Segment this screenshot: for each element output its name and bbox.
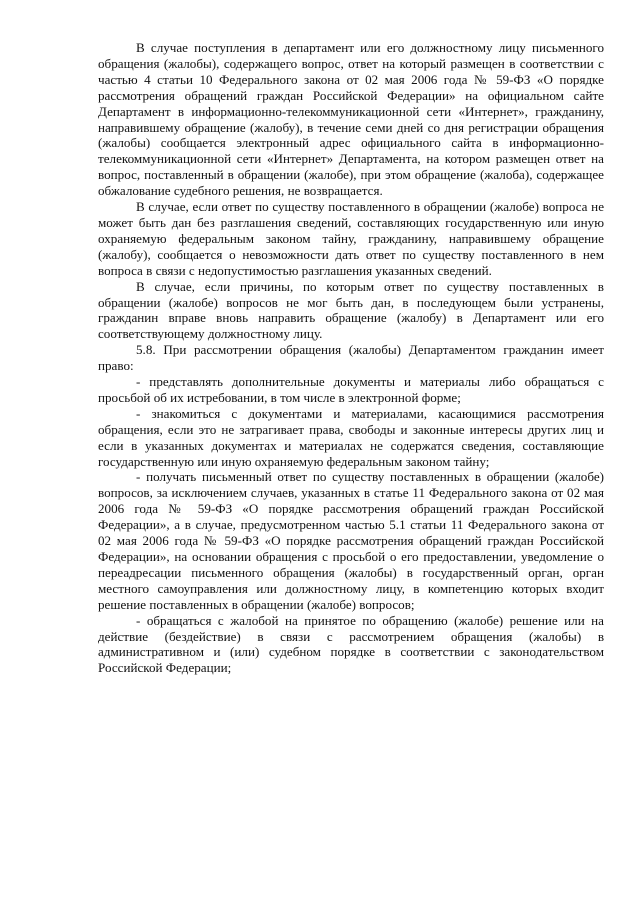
list-item-written-answer: - получать письменный ответ по существу поставленных в обращении (жалобе) вопросов, за исключением случаев, указанных в статье 11 Федерального закона от 02 мая 2006 года № 59-ФЗ «О порядке рассмотрения обращений граждан Российской Федерации», а в случае, предусмотренном частью 5.1 статьи 11 Федерального закона от 02 мая 2006 года № 59-ФЗ «О порядке рассмотрения обращений граждан Российской Федерации», на основании обращения с просьбой о его предоставлении, уведомление о переадресации письменного обращения (жалобы) в государственный орган, орган местного самоуправления или должностному лицу, в компетенцию которых входит решение поставленных в обращении (жалобе) вопросов; [98, 469, 604, 612]
list-item-review-materials: - знакомиться с документами и материалами, касающимися рассмотрения обращения, если это не затрагивает права, свободы и законные интересы других лиц и если в указанных документах и материалах не содержатся сведения, составляющие государственную или иную охраняемую федеральным законом тайну; [98, 405, 604, 469]
document-page [98, 40, 604, 676]
list-item-submit-documents: - представлять дополнительные документы и материалы либо обращаться с просьбой об их истребовании, в том числе в электронной форме; [98, 374, 604, 405]
list-item-appeal: - обращаться с жалобой на принятое по обращению (жалобе) решение или на действие (бездействие) в связи с рассмотрением обращения (жалобы) в административном и (или) судебном порядке в соответствии с законодательством Российской Федерации; [98, 612, 604, 676]
paragraph-state-secret: В случае, если ответ по существу поставленного в обращении (жалобе) вопроса не может быть дан без разглашения сведений, составляющих государственную или иную охраняемую федеральным законом тайну, гражданину, направившему обращение (жалобу), сообщается о невозможности дать ответ по существу поставленного в нем вопроса в связи с недопустимостью разглашения указанных сведений. [98, 199, 604, 278]
paragraph-reasons-eliminated: В случае, если причины, по которым ответ по существу поставленных в обращении (жалобе) вопросов не мог быть дан, в последующем были устранены, гражданин вправе вновь направить обращение (жалобу) в Департамент или его соответствующему должностному лицу. [98, 278, 604, 342]
paragraph-published-answer: В случае поступления в департамент или его должностному лицу письменного обращения (жалобы), содержащего вопрос, ответ на который размещен в соответствии с частью 4 статьи 10 Федерального закона от 02 мая 2006 года № 59-ФЗ «О порядке рассмотрения обращений граждан Российской Федерации» на официальном сайте Департамент в информационно-телекоммуникационной сети «Интернет», гражданину, направившему обращение (жалобу), в течение семи дней со дня регистрации обращения (жалобы) сообщается электронный адрес официального сайта в информационно-телекоммуникационной сети «Интернет» Департамента, на котором размещен ответ на вопрос, поставленный в обращении (жалобе), при этом обращение (жалоба), содержащее обжалование судебного решения, не возвращается. [98, 40, 604, 199]
paragraph-section-5-8: 5.8. При рассмотрении обращения (жалобы) Департаментом гражданин имеет право: [98, 342, 604, 374]
